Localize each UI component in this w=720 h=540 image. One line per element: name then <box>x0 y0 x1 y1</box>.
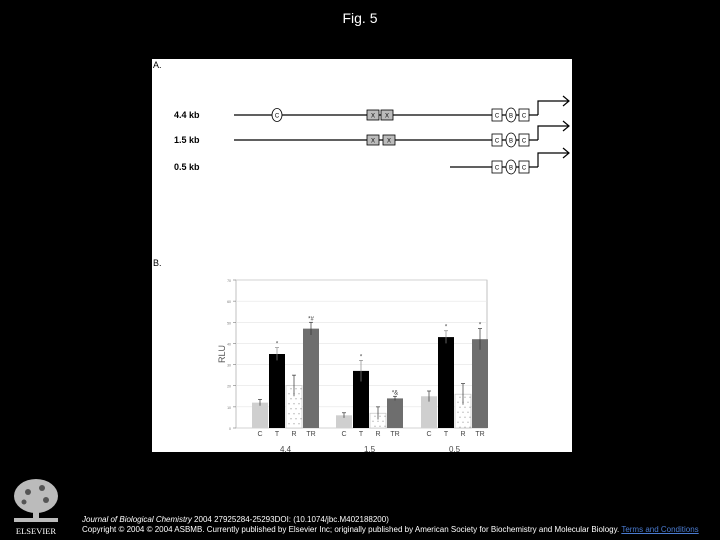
copyright-text: Copyright © 2004 © 2004 ASBMB. Currently published by Elsevier Inc; originally published by American Society for Biochemistry and Molecular Biology. <box>82 524 620 534</box>
construct-label: 0.5 kb <box>174 162 200 172</box>
bar-stipple <box>288 413 289 414</box>
y-tick-label: 70 <box>227 279 231 283</box>
x-tick-label: TR <box>390 431 400 438</box>
panel-b-label: B. <box>153 258 162 268</box>
x-tick-label: T <box>274 431 280 438</box>
bar <box>472 339 488 428</box>
bar <box>387 398 403 428</box>
bar-stipple <box>459 397 460 398</box>
site-letter: C <box>274 113 280 120</box>
x-tick-label: R <box>460 431 466 438</box>
panel-a-label: A. <box>153 60 162 70</box>
bar-stipple <box>288 393 289 394</box>
significance-marker: * <box>444 324 448 331</box>
bar-stipple <box>457 422 458 423</box>
bar-stipple <box>379 416 380 417</box>
citation-text: 2004 27925284-25293DOI: (10.1074/jbc.M402188200) <box>191 515 389 524</box>
bar-stipple <box>298 393 299 394</box>
bar-stipple <box>467 422 468 423</box>
citation-footer <box>82 515 712 534</box>
x-tick-label: T <box>443 431 449 438</box>
x-tick-label: C <box>257 431 263 438</box>
x-tick-label: T <box>358 431 364 438</box>
panel-a <box>153 60 569 174</box>
bar-stipple <box>295 418 296 419</box>
construct-label: 4.4 kb <box>174 110 200 120</box>
bar-stipple <box>300 408 301 409</box>
significance-marker: * <box>478 322 482 329</box>
bar <box>303 329 319 428</box>
y-tick-label: 20 <box>227 384 231 389</box>
group-label: 1.5 <box>363 445 376 452</box>
bar-stipple <box>300 418 301 419</box>
bar-stipple <box>457 402 458 403</box>
y-tick-label: 30 <box>227 363 231 368</box>
bar-stipple <box>293 403 294 404</box>
y-tick-label: 10 <box>227 405 231 410</box>
transcription-start-arrow <box>538 153 568 167</box>
journal-name: Journal of Biological Chemistry <box>82 515 192 524</box>
bar-stipple <box>298 403 299 404</box>
site-letter: X <box>386 138 392 145</box>
bar-stipple <box>372 421 373 422</box>
bar-stipple <box>295 388 296 389</box>
site-letter: X <box>370 138 376 145</box>
bar-stipple <box>462 422 463 423</box>
site-letter: C <box>521 138 527 145</box>
site-letter: B <box>508 165 514 172</box>
y-tick-label: 0 <box>229 427 231 431</box>
bar-stipple <box>459 417 460 418</box>
bar-stipple <box>464 397 465 398</box>
bar-stipple <box>298 423 299 424</box>
bar-stipple <box>374 426 375 427</box>
bar-stipple <box>462 412 463 413</box>
bar-stipple <box>300 388 301 389</box>
significance-marker: *& <box>391 390 399 397</box>
x-tick-label: TR <box>306 431 316 438</box>
bar-stipple <box>384 416 385 417</box>
group-label: 0.5 <box>448 445 461 452</box>
bar-stipple <box>374 416 375 417</box>
bar <box>269 354 285 428</box>
y-tick-label: 40 <box>227 342 231 347</box>
bar-stipple <box>295 408 296 409</box>
bar-stipple <box>467 412 468 413</box>
bar-stipple <box>384 426 385 427</box>
bar-chart <box>217 279 488 452</box>
bar-stipple <box>290 398 291 399</box>
site-letter: C <box>494 138 500 145</box>
publisher-logo-text: ELSEVIER <box>15 526 57 536</box>
x-tick-label: C <box>341 431 347 438</box>
bar-stipple <box>377 421 378 422</box>
figure-title: Fig. 5 <box>342 10 378 26</box>
bar-stipple <box>290 408 291 409</box>
site-letter: C <box>521 113 527 120</box>
bar-stipple <box>290 418 291 419</box>
x-tick-label: C <box>426 431 432 438</box>
figure-panel <box>152 59 572 452</box>
significance-marker: * <box>275 341 279 348</box>
y-tick-label: 50 <box>227 321 231 326</box>
bar-stipple <box>459 407 460 408</box>
bar-stipple <box>467 402 468 403</box>
figure-svg <box>152 59 572 452</box>
site-letter: C <box>521 165 527 172</box>
transcription-start-arrow <box>538 101 568 115</box>
bar-stipple <box>469 427 470 428</box>
bar-stipple <box>288 403 289 404</box>
bar-stipple <box>382 421 383 422</box>
bar-stipple <box>464 417 465 418</box>
bar-stipple <box>459 427 460 428</box>
y-tick-label: 60 <box>227 300 231 305</box>
bar <box>252 403 268 428</box>
bar-stipple <box>379 426 380 427</box>
site-letter: X <box>370 113 376 120</box>
group-label: 4.4 <box>279 445 292 452</box>
elsevier-logo <box>6 476 66 540</box>
bar-stipple <box>469 417 470 418</box>
bar-stipple <box>469 407 470 408</box>
panel-b <box>153 258 488 452</box>
terms-link[interactable]: Terms and Conditions <box>621 524 699 534</box>
x-tick-label: R <box>291 431 297 438</box>
x-tick-label: R <box>375 431 381 438</box>
site-letter: B <box>508 138 514 145</box>
bar-stipple <box>293 423 294 424</box>
bar-stipple <box>464 407 465 408</box>
significance-marker: *# <box>308 316 314 323</box>
bar-stipple <box>469 397 470 398</box>
significance-marker: * <box>359 354 363 361</box>
bar-stipple <box>295 398 296 399</box>
transcription-start-arrow <box>538 126 568 140</box>
bar-stipple <box>457 412 458 413</box>
construct-map <box>174 96 569 174</box>
site-letter: C <box>494 113 500 120</box>
bar <box>438 337 454 428</box>
y-axis-label: RLU <box>217 344 227 364</box>
bar-stipple <box>290 388 291 389</box>
x-tick-label: TR <box>475 431 485 438</box>
bar-stipple <box>464 427 465 428</box>
bar-stipple <box>300 398 301 399</box>
site-letter: C <box>494 165 500 172</box>
site-letter: X <box>384 113 390 120</box>
site-letter: B <box>508 113 514 120</box>
bar-stipple <box>293 413 294 414</box>
construct-label: 1.5 kb <box>174 135 200 145</box>
bar-stipple <box>288 423 289 424</box>
bar-stipple <box>298 413 299 414</box>
